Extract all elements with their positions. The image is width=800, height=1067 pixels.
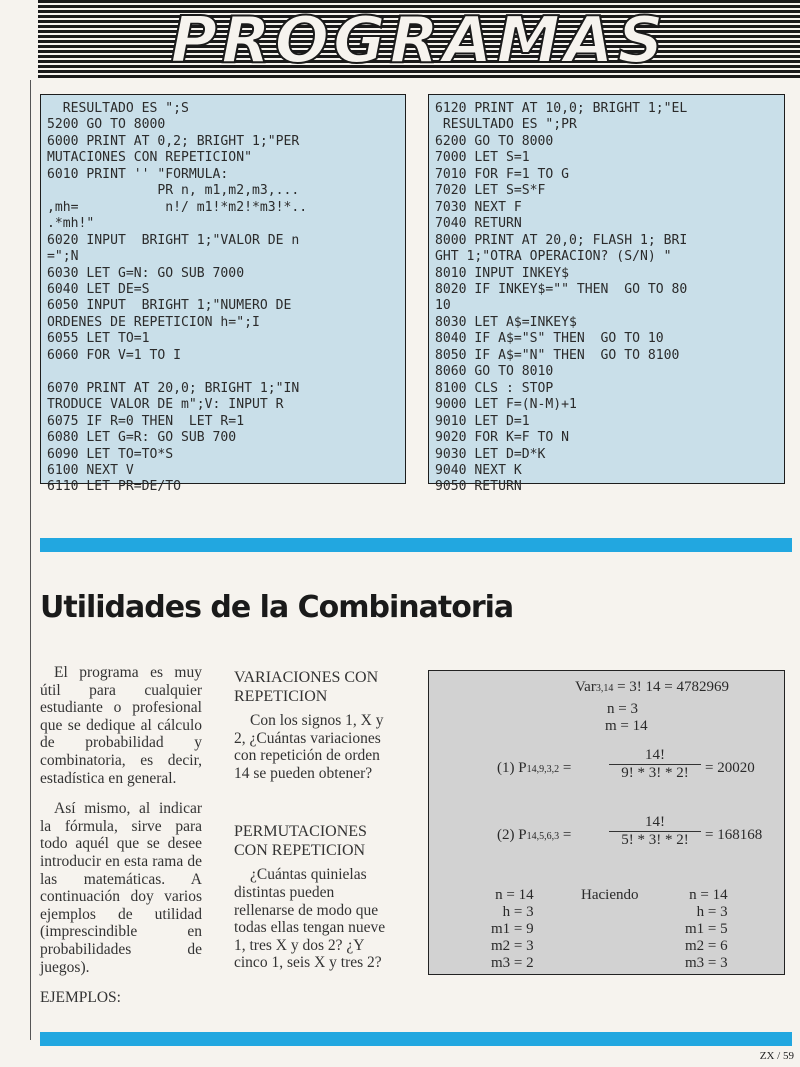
article-column-1	[40, 664, 202, 1020]
value-line: m1 = 5	[685, 921, 728, 937]
subheading-variaciones: VARIACIONES CON REPETICION	[234, 669, 379, 705]
code-line: 8010 INPUT INKEY$	[435, 265, 570, 281]
article-column-2	[234, 668, 396, 972]
code-line: 9050 RETURN	[435, 479, 522, 495]
value-line: n = 14	[689, 887, 728, 903]
code-line: 6090 LET TO=TO*S	[47, 446, 174, 462]
code-line: 8050 IF A$="N" THEN GO TO 8100	[435, 347, 680, 363]
paragraph: ¿Cuántas quinielas distintas pueden rellenarse de modo que todas ellas tengan nueve 1, tres X y dos 2? ¿Y cinco 1, seis X y tres 2?	[234, 866, 386, 972]
code-line: MUTACIONES CON REPETICION"	[47, 150, 252, 166]
code-line	[41, 364, 405, 380]
code-line: 7020 LET S=S*F	[435, 183, 546, 199]
code-line: 8040 IF A$="S" THEN GO TO 10	[435, 331, 664, 347]
code-listing-left	[40, 94, 406, 495]
paragraph: Así mismo, al indicar la fórmula, sirve para todo aquél que se desee introducir en esta rama de las matemáticas. A continuación doy varios ejemplos de utilidad (imprescindible en probabilidades de juegos).	[40, 800, 202, 976]
paragraph: Con los signos 1, X y 2, ¿Cuántas variaciones con repetición de orden 14 se pueden obtener?	[234, 712, 384, 782]
formula-box	[428, 670, 785, 975]
code-line: 6010 PRINT '' "FORMULA:	[47, 166, 229, 182]
code-line: 7030 NEXT F	[435, 199, 522, 215]
code-line: 6075 IF R=0 THEN LET R=1	[47, 413, 245, 429]
code-line: 6040 LET DE=S	[47, 281, 150, 297]
code-line: GHT 1;"OTRA OPERACION? (S/N) "	[435, 249, 672, 265]
code-line: 6110 LET PR=DE/TO	[47, 479, 182, 495]
code-line: 6120 PRINT AT 10,0; BRIGHT 1;"EL	[435, 101, 688, 116]
code-line: PR n, m1,m2,m3,...	[47, 183, 300, 199]
value-line: m1 = 9	[491, 921, 534, 937]
code-line: 9030 LET D=D*K	[435, 446, 546, 462]
code-line: TRODUCE VALOR DE m";V: INPUT R	[47, 397, 284, 413]
code-line: RESULTADO ES ";PR	[435, 117, 577, 133]
code-line: 8020 IF INKEY$="" THEN GO TO 80	[435, 281, 688, 297]
code-line: =";N	[47, 249, 79, 265]
code-line: 8100 CLS : STOP	[435, 380, 554, 396]
code-line: 7010 FOR F=1 TO G	[435, 166, 570, 182]
code-line: 8030 LET A$=INKEY$	[435, 314, 577, 330]
value-line: m2 = 6	[685, 938, 728, 954]
examples-label: EJEMPLOS:	[40, 989, 121, 1007]
code-line: 8060 GO TO 8010	[435, 364, 554, 380]
eq1-fraction: $\frac{14!}{9! * 3! * 2!}$	[609, 747, 701, 782]
eq2-label: (2) P14,5,6,3 =	[497, 827, 572, 843]
code-line: 6000 PRINT AT 0,2; BRIGHT 1;"PER	[47, 133, 300, 149]
eq2-fraction: $\frac{14!}{5! * 3! * 2!}$	[609, 814, 701, 849]
code-line: .*mh!"	[47, 216, 95, 232]
code-line: ,mh= n!/ m1!*m2!*m3!*..	[47, 199, 308, 215]
value-line: h = 3	[696, 904, 728, 920]
value-line: m2 = 3	[491, 938, 534, 954]
margin-rule	[30, 80, 31, 1040]
code-line: 7040 RETURN	[435, 216, 522, 232]
divider-bar-bottom	[40, 1032, 792, 1046]
code-line: 6060 FOR V=1 TO I	[47, 347, 182, 363]
subheading-permutaciones: PERMUTACIONES CON REPETICION	[234, 823, 367, 860]
article-heading: Utilidades de la Combinatoria	[40, 590, 514, 625]
code-line: 6020 INPUT BRIGHT 1;"VALOR DE n	[47, 232, 300, 248]
value-line: h = 3	[502, 904, 534, 920]
code-line: 9040 NEXT K	[435, 462, 522, 478]
code-line: 6055 LET TO=1	[47, 331, 150, 347]
code-line: 6200 GO TO 8000	[435, 133, 554, 149]
code-line: 6080 LET G=R: GO SUB 700	[47, 430, 237, 446]
code-listing-right	[428, 94, 785, 495]
code-line: 6050 INPUT BRIGHT 1;"NUMERO DE	[47, 298, 292, 314]
values-left	[491, 887, 534, 972]
variation-formula: Var3,14 = 3! 14 = 4782969	[575, 679, 729, 695]
n-value: n = 3	[607, 701, 638, 717]
code-line: 6100 NEXT V	[47, 462, 134, 478]
code-line: 5200 GO TO 8000	[47, 117, 166, 133]
code-line: 6070 PRINT AT 20,0; BRIGHT 1;"IN	[47, 380, 300, 396]
eq1-result: = 20020	[705, 760, 755, 776]
code-line: 9020 FOR K=F TO N	[435, 430, 570, 446]
code-line: 7000 LET S=1	[435, 150, 530, 166]
page-number: ZX / 59	[759, 1050, 794, 1062]
code-line: 10	[435, 298, 451, 314]
header-banner	[38, 0, 800, 80]
values-right	[685, 887, 728, 972]
eq1-label: (1) P14,9,3,2 =	[497, 760, 572, 776]
value-line: n = 14	[495, 887, 534, 903]
paragraph: El programa es muy útil para cualquier estudiante o profesional que se dedique al cálculo de probabilidad y combinatoria, es decir, estadística en general.	[40, 664, 202, 787]
divider-bar-top	[40, 538, 792, 552]
eq2-result: = 168168	[705, 827, 763, 843]
page-title: PROGRAMAS	[170, 4, 668, 78]
code-line: ORDENES DE REPETICION h=";I	[47, 314, 260, 330]
code-line: 6030 LET G=N: GO SUB 7000	[47, 265, 245, 281]
value-line: m3 = 3	[685, 955, 728, 971]
code-line: RESULTADO ES ";S	[47, 101, 189, 116]
code-line: 8000 PRINT AT 20,0; FLASH 1; BRI	[435, 232, 688, 248]
haciendo-label: Haciendo	[581, 887, 639, 903]
code-line: 9000 LET F=(N-M)+1	[435, 397, 577, 413]
code-line: 9010 LET D=1	[435, 413, 530, 429]
value-line: m3 = 2	[491, 955, 534, 971]
m-value: m = 14	[605, 718, 648, 734]
